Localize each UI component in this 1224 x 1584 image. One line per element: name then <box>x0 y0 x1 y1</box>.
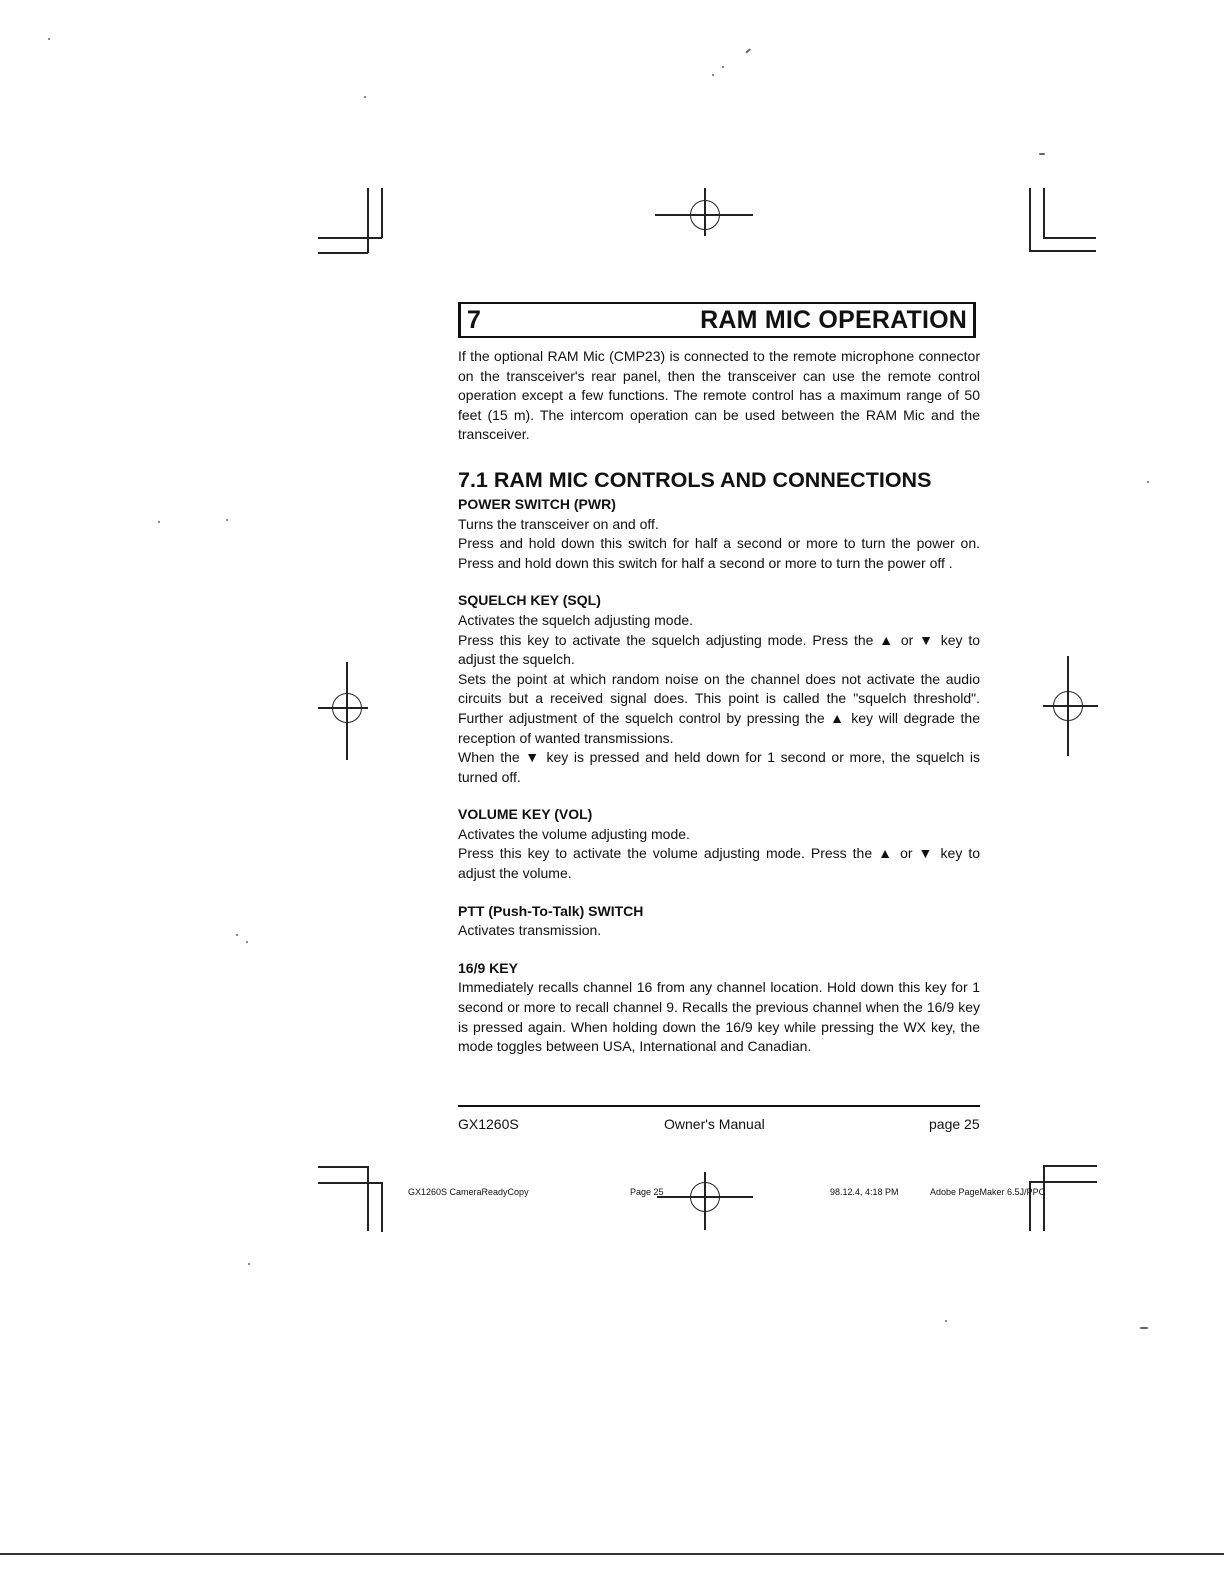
control-power-switch <box>458 495 980 573</box>
control-text: Press this key to activate the volume adjusting mode. Press the ▲ or ▼ key to adjust the volume. <box>458 845 980 882</box>
control-squelch-key <box>458 591 980 787</box>
control-text: Press this key to activate the squelch adjusting mode. Press the ▲ or ▼ key to adjust the squelch. <box>458 631 980 668</box>
slug-page: Page 25 <box>630 1187 664 1197</box>
footer-model: GX1260S <box>458 1116 519 1132</box>
control-text: Activates transmission. <box>458 922 602 939</box>
control-heading: POWER SWITCH (PWR) <box>458 495 616 512</box>
control-text: Sets the point at which random noise on the channel does not activate the audio circuits but a received signal does. This point is called the "squelch threshold". Further adjustment of the squelch control by pressing the ▲ key will degrade the reception of wanted transmissions. <box>458 670 980 746</box>
control-text: Immediately recalls channel 16 from any channel location. Hold down this key for 1 second or more to recall channel 9. Recalls the previous channel when the 16/9 key is pressed again. When holding down the 16/9 key while pressing the WX key, the mode toggles between USA, International and Canadian. <box>458 979 980 1055</box>
slug-application: Adobe PageMaker 6.5J/PPC <box>930 1187 1046 1197</box>
footer-rule <box>458 1105 980 1107</box>
scan-edge-line <box>0 1553 1224 1555</box>
intro-paragraph: If the optional RAM Mic (CMP23) is connected to the remote microphone connector on the transceiver's rear panel, then the transceiver can use the remote control operation except a few functions. The remote control has a maximum range of 50 feet (15 m). The intercom operation can be used between the RAM Mic and the transceiver. <box>458 348 980 443</box>
section-heading: 7.1 RAM MIC CONTROLS AND CONNECTIONS <box>458 467 932 492</box>
footer-manual-title: Owner's Manual <box>664 1116 765 1132</box>
control-text: Turns the transceiver on and off. <box>458 515 659 532</box>
control-heading: 16/9 KEY <box>458 959 518 976</box>
control-heading: SQUELCH KEY (SQL) <box>458 592 601 609</box>
control-heading: VOLUME KEY (VOL) <box>458 806 593 823</box>
control-ptt-switch <box>458 902 980 941</box>
control-text: Activates the volume adjusting mode. <box>458 825 690 842</box>
control-volume-key <box>458 805 980 883</box>
control-heading: PTT (Push-To-Talk) SWITCH <box>458 902 644 919</box>
chapter-number: 7 <box>467 306 481 334</box>
control-text: Press and hold down this switch for half a second or more to turn the power on. Press and hold down this switch for half a second or more to turn the power off . <box>458 535 980 571</box>
control-16-9-key <box>458 959 980 1057</box>
footer-page-number: page 25 <box>929 1116 980 1132</box>
slug-filename: GX1260S CameraReadyCopy <box>408 1187 529 1197</box>
chapter-title: RAM MIC OPERATION <box>700 306 967 334</box>
control-text: Activates the squelch adjusting mode. <box>458 611 694 628</box>
control-text: When the ▼ key is pressed and held down for 1 second or more, the squelch is turned off. <box>458 749 980 785</box>
page-content <box>458 347 980 1075</box>
slug-timestamp: 98.12.4, 4:18 PM <box>830 1187 899 1197</box>
chapter-header <box>458 302 976 338</box>
